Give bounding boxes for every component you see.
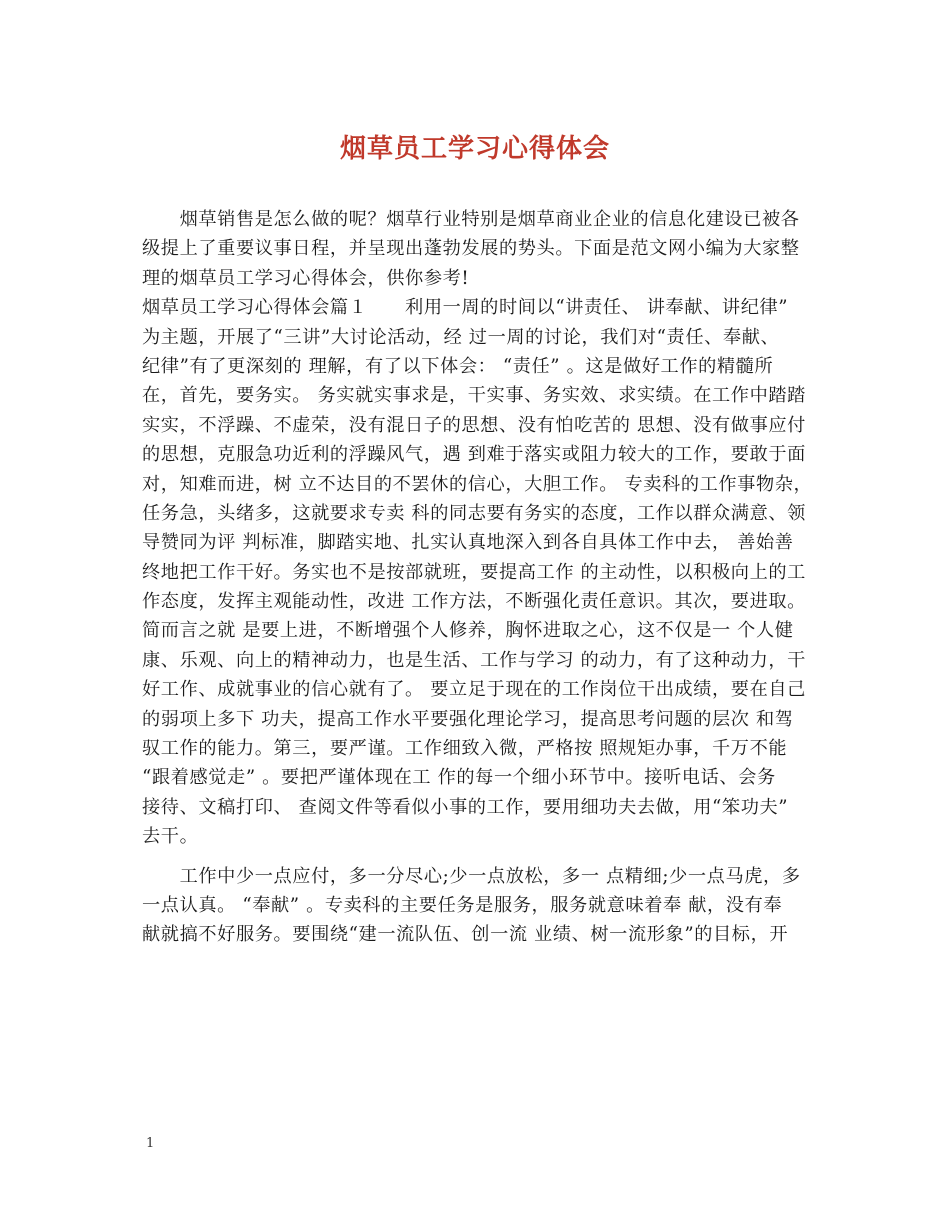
body-line: 烟草销售是怎么做的呢？烟草行业特别是烟草商业企业的信息化建设已被各 xyxy=(142,209,800,230)
body-line: 的弱项上多下 功夫，提高工作水平要强化理论学习，提高思考问题的层次 和驾 xyxy=(142,708,794,730)
body-line: 康、乐观、向上的精神动力，也是生活、工作与学习 的动力，有了这种动力，干 xyxy=(142,649,806,671)
body-line: 驭工作的能力。第三，要严谨。工作细致入微，严格按 照规矩办事，千万不能 xyxy=(142,738,788,760)
body-line: 在，首先，要务实。 务实就实事求是，干实事、务实效、求实绩。在工作中踏踏 xyxy=(142,385,806,407)
body-line: 的思想，克服急功近利的浮躁风气，遇 到难于落实或阻力较大的工作，要敢于面 xyxy=(142,444,806,466)
body-line: 去干。 xyxy=(142,826,199,848)
body-line: 纪律”有了更深刻的 理解，有了以下体会： “责任” 。这是做好工作的精髓所 xyxy=(142,355,774,377)
body-line: 接待、文稿打印、 查阅文件等看似小事的工作，要用细功夫去做，用“笨功夫” xyxy=(142,796,789,818)
document-title: 烟草员工学习心得体会 xyxy=(339,134,610,164)
body-line: 好工作、成就事业的信心就有了。 要立足于现在的工作岗位干出成绩，要在自己 xyxy=(142,679,806,701)
body-line: “跟着感觉走” 。要把严谨体现在工 作的每一个细小环节中。接听电话、会务 xyxy=(142,767,776,789)
paragraph-gap xyxy=(142,852,814,862)
body-line: 一点认真。 “奉献” 。专卖科的主要任务是服务，服务就意味着奉 献，没有奉 xyxy=(142,894,783,916)
body-line: 任务急，头绪多，这就要求专卖 科的同志要有务实的态度，工作以群众满意、领 xyxy=(142,502,806,524)
body-line: 工作中少一点应付，多一分尽心;少一点放松，多一 点精细;少一点马虎，多 xyxy=(142,865,801,887)
body-line: 简而言之就 是要上进，不断增强个人修养，胸怀进取之心，这不仅是一 个人健 xyxy=(142,620,794,642)
body-line: 理的烟草员工学习心得体会，供你参考! xyxy=(142,267,470,289)
body-line: 烟草员工学习心得体会篇１ 利用一周的时间以“讲责任、 讲奉献、讲纪律” xyxy=(142,297,789,319)
body-line: 对，知难而进，树 立不达目的不罢休的信心，大胆工作。 专卖科的工作事物杂， xyxy=(142,473,813,495)
body-line: 献就搞不好服务。要围绕“建一流队伍、创一流 业绩、树一流形象”的目标，开 xyxy=(142,924,789,946)
body-line: 实实，不浮躁、不虚荣，没有混日子的思想、没有怕吃苦的 思想、没有做事应付 xyxy=(142,414,806,436)
body-line: 为主题，开展了“三讲”大讨论活动，经 过一周的讨论，我们对“责任、奉献、 xyxy=(142,326,780,348)
body-line: 终地把工作干好。务实也不是按部就班，要提高工作 的主动性，以积极向上的工 xyxy=(142,561,806,583)
page-number: 1 xyxy=(146,1136,155,1151)
document-body xyxy=(142,205,814,950)
body-line: 作态度，发挥主观能动性，改进 工作方法，不断强化责任意识。其次，要进取。 xyxy=(142,591,806,613)
body-line: 级提上了重要议事日程，并呈现出蓬勃发展的势头。下面是范文网小编为大家整 xyxy=(142,238,800,260)
body-line: 导赞同为评 判标准，脚踏实地、扎实认真地深入到各自具体工作中去， 善始善 xyxy=(142,532,794,554)
